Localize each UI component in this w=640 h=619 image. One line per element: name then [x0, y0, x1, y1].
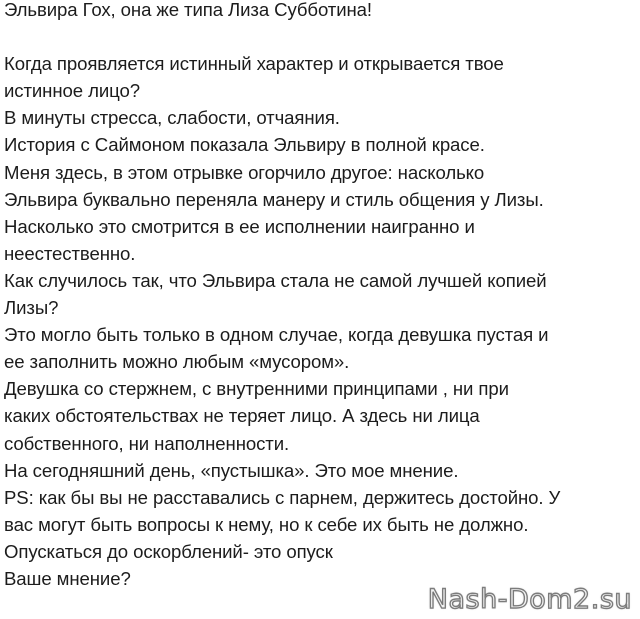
post-line: каких обстоятельствах не теряет лицо. А здесь ни лица	[4, 405, 480, 427]
post-line: История с Саймоном показала Эльвиру в полной красе.	[4, 134, 485, 156]
post-line: Эльвира буквально переняла манеру и стиль общения у Лизы.	[4, 188, 544, 210]
post-line: вас могут быть вопросы к нему, но к себе их быть не должно.	[4, 513, 529, 535]
post-line: На сегодняшний день, «пустышка». Это мое мнение.	[4, 459, 459, 481]
post-line: В минуты стресса, слабости, отчаяния.	[4, 107, 340, 129]
post-line: Как случилось так, что Эльвира стала не самой лучшей копией	[4, 269, 547, 291]
post-line: Ваше мнение?	[4, 567, 131, 589]
post-line: истинное лицо?	[4, 80, 140, 102]
post-line: Опускаться до оскорблений- это опуск	[4, 540, 333, 562]
post-title: Эльвира Гох, она же типа Лиза Субботина!	[4, 0, 372, 20]
post-line: Это могло быть только в одном случае, когда девушка пустая и	[4, 324, 549, 346]
post-line: собственного, ни наполненности.	[4, 432, 290, 454]
post-line: Девушка со стержнем, с внутренними принципами , ни при	[4, 378, 509, 400]
post-line: Лизы?	[4, 297, 59, 319]
post-line: неестественно.	[4, 242, 136, 264]
post-line: Меня здесь, в этом отрывке огорчило другое: насколько	[4, 161, 485, 183]
watermark-logo: Nash-Dom2.su	[427, 584, 632, 615]
post-line: ее заполнить можно любым «мусором».	[4, 351, 350, 373]
post-line: Насколько это смотрится в ее исполнении наигранно и	[4, 215, 475, 237]
blank-line	[4, 23, 638, 50]
post-line: PS: как бы вы не расставались с парнем, держитесь достойно. У	[4, 486, 561, 508]
post-line: Когда проявляется истинный характер и открывается твое	[4, 53, 504, 75]
post-text	[4, 0, 638, 592]
